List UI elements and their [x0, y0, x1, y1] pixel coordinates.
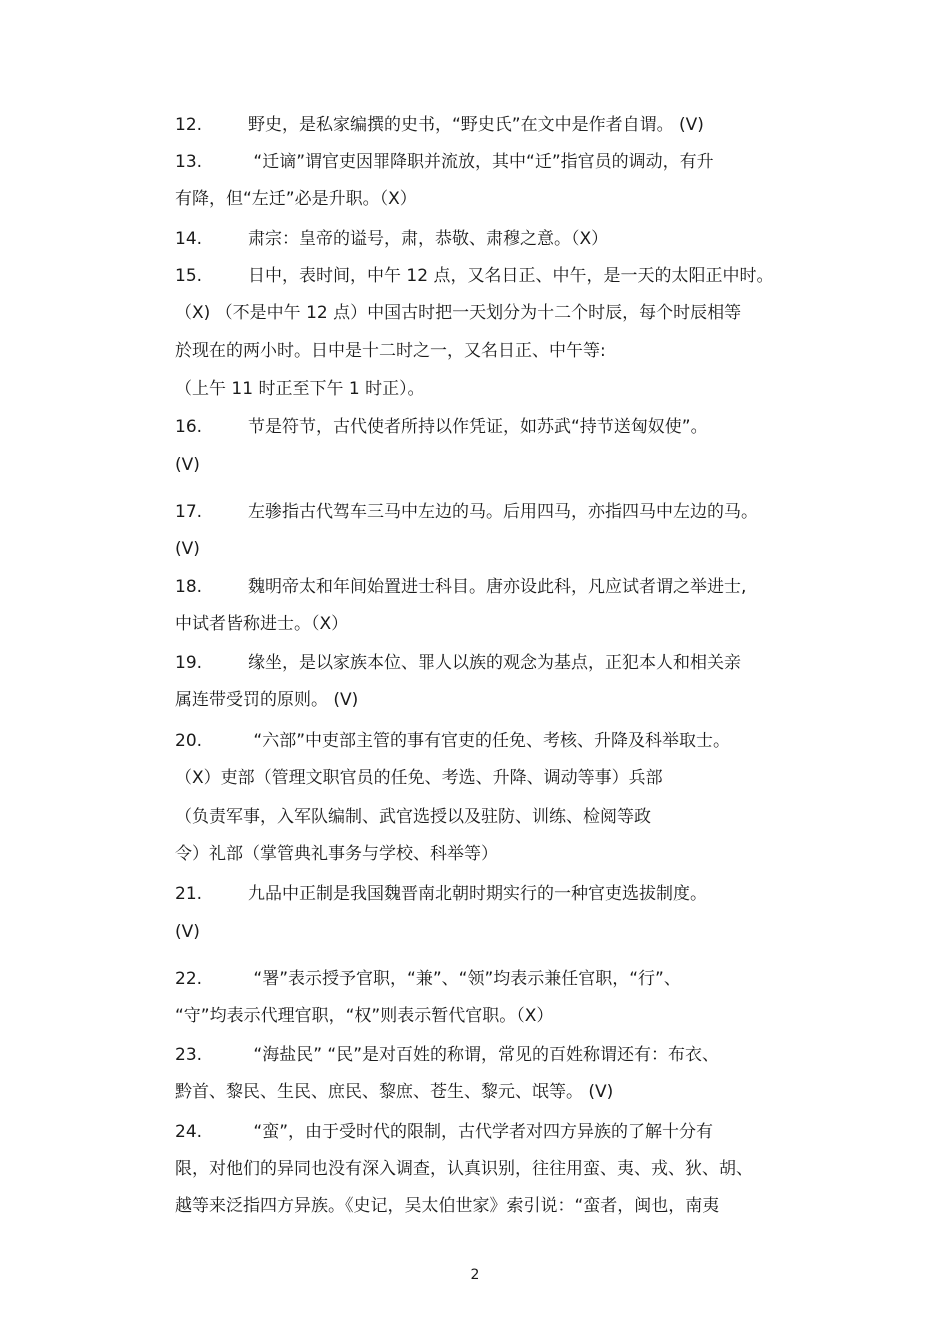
item-24-line-1: [175, 1121, 713, 1143]
item-15-line-2: （X) （不是中午 12 点）中国古时把一天划分为十二个时辰，每个时辰相等: [175, 303, 742, 323]
page-number: 2: [470, 1267, 480, 1283]
item-16-line-2: (V): [175, 455, 200, 475]
item-14-line-1: [175, 228, 608, 250]
item-21-line-2: (V): [175, 922, 200, 942]
item-number: 23.: [175, 1045, 203, 1065]
item-number: 19.: [175, 653, 203, 673]
item-number: 24.: [175, 1122, 203, 1142]
item-number: 13.: [175, 152, 203, 172]
item-23-line-2: 黔首、黎民、生民、庶民、黎庶、苍生、黎元、氓等。 (V): [175, 1082, 614, 1102]
item-15-line-3: 於现在的两小时。日中是十二时之一，又名日正、中午等:: [175, 341, 606, 361]
item-13-line-2: 有降，但“左迁”必是升职。（X）: [175, 189, 417, 209]
item-number: 17.: [175, 502, 203, 522]
item-text: 魏明帝太和年间始置进士科目。唐亦设此科，凡应试者谓之举进士,: [248, 577, 747, 597]
item-number: 12.: [175, 115, 203, 135]
item-19-line-1: [175, 652, 741, 674]
item-15-line-1: [175, 265, 773, 287]
item-text: 野史，是私家编撰的史书，“野史氏”在文中是作者自谓。 (V): [248, 115, 704, 135]
item-13-line-1: [175, 151, 714, 173]
item-17-line-2: (V): [175, 539, 200, 559]
item-number: 15.: [175, 266, 203, 286]
item-17-line-1: [175, 501, 758, 523]
item-12-line-1: [175, 114, 704, 136]
item-24-line-2: 限，对他们的异同也没有深入调查，认真识别，往往用蛮、夷、戎、狄、胡、: [175, 1159, 753, 1179]
item-text: “迁谪”谓官吏因罪降职并流放，其中“迁”指官员的调动，有升: [248, 152, 714, 172]
item-text: “海盐民” “民”是对百姓的称谓，常见的百姓称谓还有：布衣、: [248, 1045, 720, 1065]
item-number: 14.: [175, 229, 203, 249]
item-text: 左骖指古代驾车三马中左边的马。后用四马，亦指四马中左边的马。: [248, 502, 758, 522]
item-text: 节是符节，古代使者所持以作凭证，如苏武“持节送匈奴使”。: [248, 417, 708, 437]
item-text: 肃宗：皇帝的谥号，肃，恭敬、肃穆之意。（X）: [248, 229, 609, 249]
item-20-line-3: （负责军事，入军队编制、武官选授以及驻防、训练、检阅等政: [175, 807, 651, 827]
item-text: 缘坐，是以家族本位、罪人以族的观念为基点，正犯本人和相关亲: [248, 653, 741, 673]
item-text: “六部”中吏部主管的事有官吏的任免、考核、升降及科举取士。: [248, 731, 731, 751]
item-number: 21.: [175, 884, 203, 904]
item-number: 16.: [175, 417, 203, 437]
item-text: 九品中正制是我国魏晋南北朝时期实行的一种官吏选拔制度。: [248, 884, 707, 904]
item-20-line-4: 令）礼部（掌管典礼事务与学校、科举等）: [175, 844, 498, 864]
item-19-line-2: 属连带受罚的原则。 (V): [175, 690, 359, 710]
item-22-line-2: “守”均表示代理官职，“权”则表示暂代官职。（X）: [175, 1006, 554, 1026]
item-22-line-1: [175, 968, 681, 990]
item-20-line-2: （X）吏部（管理文职官员的任免、考选、升降、调动等事）兵部: [175, 768, 663, 788]
item-20-line-1: [175, 730, 730, 752]
item-text: “署”表示授予官职，“兼”、“领”均表示兼任官职，“行”、: [248, 969, 681, 989]
item-24-line-3: 越等来泛指四方异族。《史记，吴太伯世家》索引说：“蛮者，闽也，南夷: [175, 1196, 720, 1216]
item-text: “蛮”，由于受时代的限制，古代学者对四方异族的了解十分有: [248, 1122, 714, 1142]
item-number: 22.: [175, 969, 203, 989]
item-18-line-1: [175, 576, 746, 598]
item-18-line-2: 中试者皆称进士。（X）: [175, 614, 349, 634]
item-15-line-4: （上午 11 时正至下午 1 时正）。: [175, 379, 425, 399]
item-16-line-1: [175, 416, 708, 438]
item-21-line-1: [175, 883, 707, 905]
item-number: 18.: [175, 577, 203, 597]
item-text: 日中，表时间，中午 12 点，又名日正、中午，是一天的太阳正中时。: [248, 266, 774, 286]
item-number: 20.: [175, 731, 203, 751]
item-23-line-1: [175, 1044, 719, 1066]
